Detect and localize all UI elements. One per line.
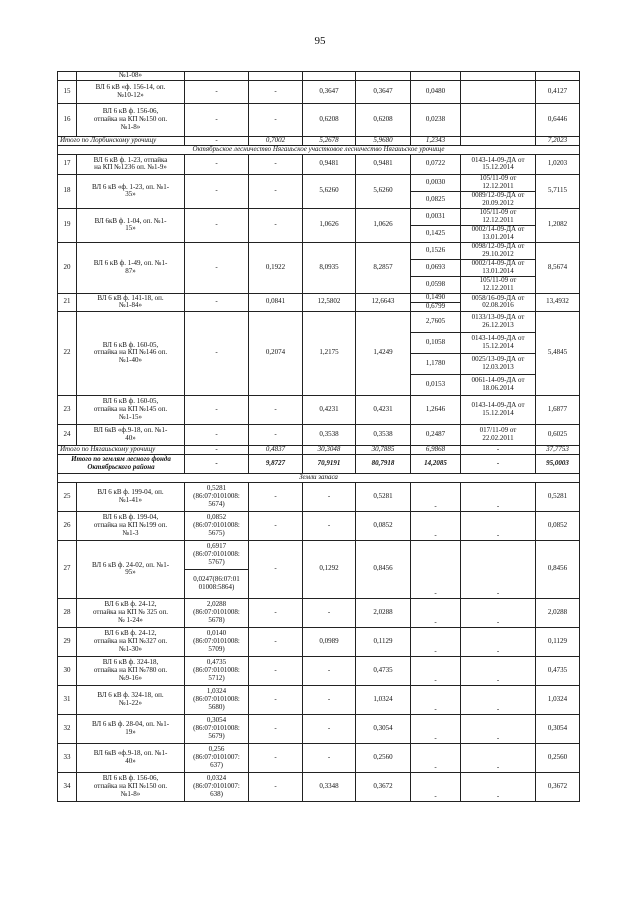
table-row <box>58 72 580 81</box>
table-cell: 15 <box>58 80 77 103</box>
table-cell: - <box>185 154 249 174</box>
table-cell: - <box>249 714 303 743</box>
table-cell: - <box>185 454 249 473</box>
table-cell: 2,7605 <box>411 311 461 332</box>
table-cell: - <box>303 656 356 685</box>
table-cell: 0133/13-09-ДА от 26.12.2013 <box>461 311 536 332</box>
table-cell: 0,4127 <box>536 80 580 103</box>
table-cell: 8,2857 <box>356 242 411 293</box>
table-cell: 0,3672 <box>356 772 411 801</box>
table-cell: 0,4735 (86:07:0101008: 5712) <box>185 656 249 685</box>
table-cell: 0,0598 <box>411 276 461 293</box>
table-cell: 1,2175 <box>303 311 356 395</box>
table-cell: ВЛ 6 кВ ф. 324-18, отпайка на КП №780 оп. №9-16» <box>77 656 185 685</box>
table-cell: - <box>249 395 303 424</box>
table-cell: - <box>461 540 536 598</box>
table-cell: 1,0626 <box>356 208 411 242</box>
table-cell: - <box>461 454 536 473</box>
table-cell: ВЛ 6кВ «ф.9-18, оп. №1- 40» <box>77 743 185 772</box>
table-cell: 34 <box>58 772 77 801</box>
table-cell: 8,5674 <box>536 242 580 293</box>
table-row <box>58 482 580 511</box>
table-cell: 0,5281 <box>356 482 411 511</box>
table-cell <box>411 72 461 81</box>
table-cell: ВЛ 6 кВ ф. 199-04, отпайка на КП №199 оп. №1-3 <box>77 511 185 540</box>
table-cell: - <box>411 482 461 511</box>
table-cell: 0002/14-09-ДА от 13.01.2014 <box>461 225 536 242</box>
total-label: Итого по Лорбинскому урочищу <box>58 136 185 145</box>
table-cell: 27 <box>58 540 77 598</box>
table-cell: ВЛ 6 кВ ф. 1-23, отпайка на КП №1236 оп. №1-9» <box>77 154 185 174</box>
table-cell: 0089/12-09-ДА от 20.09.2012 <box>461 191 536 208</box>
table-cell: 5,6260 <box>356 174 411 208</box>
table-cell: 1,0324 (86:07:0101008: 5680) <box>185 685 249 714</box>
table-cell: 0,1129 <box>536 627 580 656</box>
table-cell: 0,0031 <box>411 208 461 225</box>
total-label: Итого по Нягаиьскому урочищу <box>58 445 185 454</box>
table-cell: 0,0852 (86:07:0101008: 5675) <box>185 511 249 540</box>
section-title: Октябрьское лесничество Нягаиьское участковое лесничество Нягаиьское урочище <box>58 145 580 154</box>
table-cell: 95,0003 <box>536 454 580 473</box>
table-row <box>58 311 580 332</box>
table-cell: 16 <box>58 103 77 136</box>
table-cell: 0061-14-09-ДА от 18.06.2014 <box>461 374 536 395</box>
table-cell: - <box>249 80 303 103</box>
table-cell: - <box>185 80 249 103</box>
table-cell <box>461 72 536 81</box>
table-cell: - <box>185 103 249 136</box>
table-cell: 0,8456 <box>536 540 580 598</box>
table-cell: 13,4932 <box>536 293 580 311</box>
table-cell: 0,1292 <box>303 540 356 598</box>
table-cell <box>461 103 536 136</box>
table-cell: 17 <box>58 154 77 174</box>
table-cell: 0,8456 <box>356 540 411 598</box>
table-cell: 0,1526 <box>411 242 461 259</box>
table-cell: 5,7115 <box>536 174 580 208</box>
table-cell: - <box>303 598 356 627</box>
table-cell: 0,6799 <box>411 302 461 311</box>
table-cell: - <box>461 743 536 772</box>
table-cell: 31 <box>58 685 77 714</box>
table-cell: 0,4231 <box>303 395 356 424</box>
table-cell: 12,6643 <box>356 293 411 311</box>
table-cell: - <box>185 174 249 208</box>
table-row <box>58 395 580 424</box>
table-cell: - <box>411 540 461 598</box>
table-cell: 0,0852 <box>356 511 411 540</box>
table-cell: - <box>461 656 536 685</box>
table-cell: - <box>303 685 356 714</box>
table-cell: - <box>249 482 303 511</box>
table-row <box>58 656 580 685</box>
table-cell: - <box>249 627 303 656</box>
table-cell: 18 <box>58 174 77 208</box>
table-cell: ВЛ 6 кВ ф. 324-18, оп. №1-22» <box>77 685 185 714</box>
table-cell: 1,0324 <box>536 685 580 714</box>
table-cell: 0,0140 (86:07:0101008: 5709) <box>185 627 249 656</box>
table-cell: 7,2023 <box>536 136 580 145</box>
table-cell: - <box>303 714 356 743</box>
table-cell: 0,3538 <box>356 424 411 445</box>
table-cell: ВЛ 6 кВ ф. 156-06, отпайка на КП №150 оп. №1-8» <box>77 103 185 136</box>
table-cell: 1,1780 <box>411 353 461 374</box>
table-cell: 0,6917 (86:07:0101008: 5767) <box>185 540 249 569</box>
table-cell: ВЛ 6 кВ ф. 1-49, оп. №1- 87» <box>77 242 185 293</box>
table-row <box>58 772 580 801</box>
table-cell: 24 <box>58 424 77 445</box>
table-cell: 1,2082 <box>536 208 580 242</box>
table-cell: - <box>185 293 249 311</box>
table-cell: 0,1058 <box>411 332 461 353</box>
table-cell: 0,0989 <box>303 627 356 656</box>
table-cell: 5,4845 <box>536 311 580 395</box>
table-cell: 0,3538 <box>303 424 356 445</box>
table-cell: 26 <box>58 511 77 540</box>
table-cell: 0,0238 <box>411 103 461 136</box>
table-cell: - <box>411 511 461 540</box>
table-cell: 0,2560 <box>536 743 580 772</box>
table-cell: ВЛ 6 кВ ф. 141-18, оп. №1-84» <box>77 293 185 311</box>
table-cell: 1,4249 <box>356 311 411 395</box>
total-row <box>58 445 580 454</box>
section-title: Земли запаса <box>58 473 580 482</box>
table-cell: 0,0825 <box>411 191 461 208</box>
table-cell: 5,6260 <box>303 174 356 208</box>
table-cell: 0,256 (86:07:0101007: 637) <box>185 743 249 772</box>
table-cell: 1,2646 <box>411 395 461 424</box>
table-row <box>58 103 580 136</box>
table-cell: 29 <box>58 627 77 656</box>
table-cell: 0,0247(86:07:01 01008:5864) <box>185 569 249 598</box>
table-cell: 37,7753 <box>536 445 580 454</box>
table-cell: ВЛ 6 кВ «ф. 156-14, оп. №10-12» <box>77 80 185 103</box>
table-cell: - <box>461 598 536 627</box>
table-cell: 0,0852 <box>536 511 580 540</box>
table-cell: - <box>249 743 303 772</box>
table-cell: - <box>249 598 303 627</box>
table-cell: 0,4735 <box>536 656 580 685</box>
table-cell: - <box>185 136 249 145</box>
table-cell: 1,2343 <box>411 136 461 145</box>
table-cell: - <box>461 714 536 743</box>
table-cell <box>536 72 580 81</box>
table-row <box>58 685 580 714</box>
table-cell: - <box>461 511 536 540</box>
table-cell <box>185 72 249 81</box>
table-row <box>58 714 580 743</box>
table-cell: 105/11-09 от 12.12.2011 <box>461 276 536 293</box>
table-cell: 0,4231 <box>356 395 411 424</box>
table-row <box>58 627 580 656</box>
table-cell: 2,0288 (86:07:0101008: 5678) <box>185 598 249 627</box>
table-row <box>58 154 580 174</box>
table-cell: 0,2074 <box>249 311 303 395</box>
table-cell: ВЛ 6 кВ «ф. 1-23, оп. №1- 35» <box>77 174 185 208</box>
table-cell: 0,0153 <box>411 374 461 395</box>
table-body <box>58 72 580 802</box>
land-plots-table <box>57 71 580 802</box>
table-cell <box>58 72 77 81</box>
table-cell: - <box>249 174 303 208</box>
table-cell: - <box>249 154 303 174</box>
table-cell: 0,3348 <box>303 772 356 801</box>
table-cell: - <box>249 511 303 540</box>
table-cell: 0,0030 <box>411 174 461 191</box>
total-label: Итого по землям лесного фонда Октябрьского района <box>58 454 185 473</box>
table-cell: 2,0288 <box>536 598 580 627</box>
table-cell: 5,9680 <box>356 136 411 145</box>
table-cell: 0,0480 <box>411 80 461 103</box>
table-cell: 1,6877 <box>536 395 580 424</box>
table-cell <box>356 72 411 81</box>
table-cell: 0,6208 <box>356 103 411 136</box>
table-cell: - <box>185 311 249 395</box>
table-cell: 105/11-09 от 12.12.2011 <box>461 174 536 191</box>
table-cell: - <box>249 656 303 685</box>
table-cell: 105/11-09 от 12.12.2011 <box>461 208 536 225</box>
table-cell: - <box>249 685 303 714</box>
table-cell: 0,9481 <box>356 154 411 174</box>
table-cell: 14,2085 <box>411 454 461 473</box>
table-cell: - <box>411 714 461 743</box>
table-cell: - <box>185 445 249 454</box>
table-cell: 0,1129 <box>356 627 411 656</box>
table-cell: 0,2487 <box>411 424 461 445</box>
table-cell: - <box>303 482 356 511</box>
page-number: 95 <box>314 35 326 47</box>
table-row <box>58 598 580 627</box>
table-cell: 0,0841 <box>249 293 303 311</box>
table-row <box>58 80 580 103</box>
table-cell: 0143-14-09-ДА от 15.12.2014 <box>461 154 536 174</box>
table-row <box>58 208 580 225</box>
table-cell: 0,1425 <box>411 225 461 242</box>
table-cell: - <box>303 743 356 772</box>
table-cell: ВЛ 6 кВ ф. 156-06, отпайка на КП №150 оп. №1-8» <box>77 772 185 801</box>
table-cell <box>461 136 536 145</box>
table-cell: 0098/12-09-ДА от 29.10.2012 <box>461 242 536 259</box>
table-cell: 33 <box>58 743 77 772</box>
table-cell <box>303 72 356 81</box>
table-cell: - <box>461 445 536 454</box>
table-cell: ВЛ 6 кВ ф. 160-05, отпайка на КП №145 оп. №1-15» <box>77 395 185 424</box>
table-cell: 80,7918 <box>356 454 411 473</box>
table-cell: 0,7002 <box>249 136 303 145</box>
table-cell: 0058/16-09-ДА от 02.08.2016 <box>461 293 536 311</box>
table-cell <box>461 80 536 103</box>
table-cell: ВЛ 6кВ ф. 1-04, оп. №1- 15» <box>77 208 185 242</box>
table-cell: - <box>249 103 303 136</box>
table-cell: 0,3054 (86:07:0101008: 5679) <box>185 714 249 743</box>
table-cell: 1,0324 <box>356 685 411 714</box>
table-cell: - <box>185 424 249 445</box>
table-cell: 0143-14-09-ДА от 15.12.2014 <box>461 332 536 353</box>
table-cell: 0143-14-09-ДА от 15.12.2014 <box>461 395 536 424</box>
table-cell: 017/11-09 от 22.02.2011 <box>461 424 536 445</box>
table-cell: 0,3054 <box>536 714 580 743</box>
table-row <box>58 424 580 445</box>
table-cell: - <box>411 743 461 772</box>
table-cell: №1-08» <box>77 72 185 81</box>
table-cell: 1,0626 <box>303 208 356 242</box>
table-cell: 70,9191 <box>303 454 356 473</box>
table-cell: - <box>249 424 303 445</box>
table-cell: - <box>411 772 461 801</box>
table-cell: 12,5802 <box>303 293 356 311</box>
table-cell: ВЛ 6 кВ ф. 24-02, оп. №1- 95» <box>77 540 185 598</box>
table-cell: - <box>249 208 303 242</box>
table-cell: 32 <box>58 714 77 743</box>
table-cell: 0,3054 <box>356 714 411 743</box>
table-cell: 28 <box>58 598 77 627</box>
table-cell: 22 <box>58 311 77 395</box>
table-row <box>58 293 580 302</box>
table-cell: - <box>411 685 461 714</box>
table-cell: - <box>185 208 249 242</box>
table-cell: 2,0288 <box>356 598 411 627</box>
table-cell: ВЛ 6кВ «ф.9-18, оп. №1- 40» <box>77 424 185 445</box>
table-cell: - <box>411 627 461 656</box>
table-cell: 0,1490 <box>411 293 461 302</box>
table-cell: - <box>411 656 461 685</box>
table-cell: ВЛ 6 кВ ф. 24-12, отпайка на КП № 325 оп. № 1-24» <box>77 598 185 627</box>
table-cell: 0,2560 <box>356 743 411 772</box>
total-row <box>58 136 580 145</box>
table-cell: 0,9481 <box>303 154 356 174</box>
table-cell: 1,0203 <box>536 154 580 174</box>
table-cell: 21 <box>58 293 77 311</box>
total-row <box>58 454 580 473</box>
table-cell: 0002/14-09-ДА от 13.01.2014 <box>461 259 536 276</box>
table-cell: 0,0324 (86:07:0101007: 638) <box>185 772 249 801</box>
table-cell: - <box>185 242 249 293</box>
section-header-row <box>58 145 580 154</box>
table-cell: ВЛ 6 кВ ф. 160-05, отпайка на КП №146 оп. №1-40» <box>77 311 185 395</box>
table-cell: 0,6208 <box>303 103 356 136</box>
table-cell: 9,8727 <box>249 454 303 473</box>
table-row <box>58 242 580 259</box>
table-cell: 0,3672 <box>536 772 580 801</box>
table-cell: 0025/13-09-ДА от 12.03.2013 <box>461 353 536 374</box>
section-header-row <box>58 473 580 482</box>
table-cell: ВЛ 6 кВ ф. 199-04, оп. №1-41» <box>77 482 185 511</box>
table-cell: 0,1922 <box>249 242 303 293</box>
table-cell: 30 <box>58 656 77 685</box>
table-cell: 19 <box>58 208 77 242</box>
table-cell: 30,7885 <box>356 445 411 454</box>
table-cell: 5,2678 <box>303 136 356 145</box>
table-cell: 30,3048 <box>303 445 356 454</box>
table-cell: 23 <box>58 395 77 424</box>
table-cell: 0,5281 (86:07:0101008: 5674) <box>185 482 249 511</box>
table-cell: ВЛ 6 кВ ф. 24-12, отпайка на КП №327 оп. №1-30» <box>77 627 185 656</box>
table-cell <box>249 72 303 81</box>
table-cell: - <box>185 395 249 424</box>
table-cell: 0,4735 <box>356 656 411 685</box>
table-cell: 0,3647 <box>356 80 411 103</box>
table-row <box>58 540 580 569</box>
table-cell: - <box>461 627 536 656</box>
table-cell: 8,0935 <box>303 242 356 293</box>
table-cell: - <box>461 685 536 714</box>
table-cell: 0,3647 <box>303 80 356 103</box>
table-cell: 25 <box>58 482 77 511</box>
table-cell: - <box>461 482 536 511</box>
table-cell: 0,5281 <box>536 482 580 511</box>
table-cell: - <box>411 598 461 627</box>
table-cell: - <box>461 772 536 801</box>
table-cell: - <box>249 540 303 598</box>
table-cell: - <box>249 772 303 801</box>
table-cell: 0,0693 <box>411 259 461 276</box>
table-cell: 0,6446 <box>536 103 580 136</box>
table-cell: - <box>303 511 356 540</box>
table-cell: ВЛ 6 кВ ф. 28-04, оп. №1- 19» <box>77 714 185 743</box>
table-row <box>58 511 580 540</box>
table-row <box>58 743 580 772</box>
table-cell: 20 <box>58 242 77 293</box>
table-cell: 0,6025 <box>536 424 580 445</box>
table-cell: 0,0722 <box>411 154 461 174</box>
table-cell: 6,9868 <box>411 445 461 454</box>
table-cell: 0,4837 <box>249 445 303 454</box>
table-row <box>58 174 580 191</box>
